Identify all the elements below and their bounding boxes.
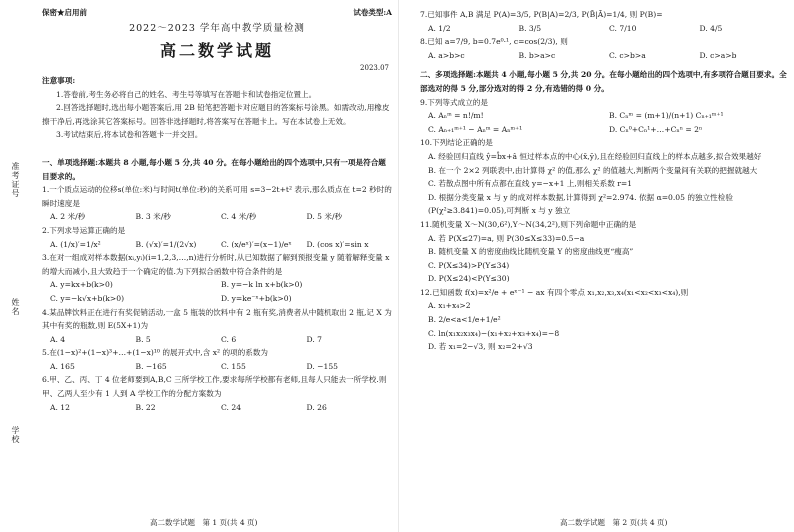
question-7 — [420, 8, 790, 35]
left-footer: 高二数学试题 第 1 页(共 4 页) — [150, 518, 258, 527]
option-a: A. 若 P(X≤27)=a, 则 P(30≤X≤33)=0.5−a — [428, 233, 585, 243]
question-10 — [420, 136, 790, 218]
option-c: C. Aₙ₊₁ᵐ⁺¹ − Aₙᵐ = Aₙᵐ⁺¹ — [428, 124, 523, 134]
option-d: D. c>a>b — [699, 50, 737, 60]
option-c: C. ln(x₁x₂x₃x₄)−(x₁+x₂+x₃+x₄)=−8 — [428, 328, 560, 338]
option-d: D. 若 x₁=2−√3, 则 x₂=2+√3 — [428, 342, 533, 352]
right-footer: 高二数学试题 第 2 页(共 4 页) — [560, 518, 668, 527]
option-a: A. 1/2 — [428, 23, 451, 33]
options — [42, 360, 392, 374]
option-a: A. (1/x)′=1/x² — [50, 239, 101, 249]
question-11 — [420, 218, 790, 286]
option-c: C. c>b>a — [609, 50, 646, 60]
option-c: C. (x/eˣ)′=(x−1)/eˣ — [221, 239, 292, 249]
option-b: B. 在一个 2×2 列联表中,由计算得 χ² 的值,那么 χ² 的值越大,判断两个变量间有关联的把握就越大 — [428, 165, 758, 175]
option-d: D. 5 米/秒 — [306, 212, 343, 222]
note-item: 1.答卷前,考生务必将自己的姓名、考生号等填写在答题卡和试卷指定位置上。 — [56, 89, 317, 99]
option-b: B. b>a>c — [518, 50, 556, 60]
option-b: B. 2/e<a<1/e+1/e² — [428, 315, 501, 325]
option-c: C. 155 — [221, 361, 246, 371]
secret-label: 保密★启用前 — [42, 8, 87, 17]
section-1-heading: 一、单项选择题:本题共 8 小题,每小题 5 分,共 40 分。在每小题给出的四个选项中,只有一项是符合题目要求的。 — [42, 157, 386, 181]
exam-name: 2022～2023 学年高中教学质量检测 — [129, 23, 305, 34]
question-stem: 5.在(1−x)²+(1−x)³+…+(1−x)¹⁰ 的展开式中,含 x² 的项的系数为 — [42, 348, 269, 358]
option-d: D. P(X≤24)<P(Y≤30) — [428, 274, 510, 284]
question-8 — [420, 35, 790, 62]
option-d: D. −155 — [306, 361, 339, 371]
options — [420, 109, 790, 136]
question-3 — [42, 251, 392, 305]
question-12 — [420, 286, 790, 354]
option-c: C. 4 米/秒 — [221, 212, 257, 222]
left-content — [42, 0, 392, 414]
options — [42, 278, 392, 305]
question-6 — [42, 373, 392, 414]
option-b: B. 22 — [135, 402, 156, 412]
option-c: C. 24 — [221, 402, 242, 412]
note-item: 3.考试结束后,将本试卷和答题卡一并交回。 — [56, 130, 203, 140]
page-title: 高二数学试题 — [159, 41, 274, 60]
question-stem: 9.下列等式成立的是 — [420, 97, 488, 107]
option-a: A. 165 — [50, 361, 75, 371]
binding-margin — [0, 0, 34, 532]
name-label: 姓名 — [11, 298, 20, 316]
question-stem: 3.在对一组成对样本数据(xᵢ,yᵢ)(i=1,2,3,…,n)进行分析时,从已知数据了解到预报变量 y 随着解释变量 x 的增大而减小,且大致趋于一个确定的值.为下列拟合函数中符合条件的是 — [42, 253, 390, 276]
school-label: 学校 — [11, 426, 20, 444]
option-d: D. (cos x)′=sin x — [306, 239, 369, 249]
option-a: A. 2 米/秒 — [50, 212, 86, 222]
note-item: 2.回答选择题时,选出每小题答案后,用 2B 铅笔把答题卡对应题目的答案标号涂黑。如需改动,用橡皮擦干净后,再选涂其它答案标号。回答非选择题时,将答案写在答题卡上。写在本试卷上无效。 — [42, 103, 390, 126]
option-b: B. 3 米/秒 — [135, 212, 171, 222]
option-a: A. a>b>c — [428, 50, 465, 60]
question-stem: 1.一个质点运动的位移s(单位:米)与时间t(单位:秒)的关系可用 s=3−2t+t² 表示,那么质点在 t=2 秒时的瞬时速度是 — [42, 185, 392, 208]
question-stem: 2.下列求导运算正确的是 — [42, 225, 126, 235]
question-stem: 8.已知 a=7/9, b=0.7e⁰·¹, c=cos(2/3), 则 — [420, 37, 568, 47]
question-2 — [42, 224, 392, 251]
option-b: B. 5 — [135, 334, 151, 344]
option-a: A. 4 — [50, 334, 66, 344]
options — [42, 401, 392, 415]
question-stem: 4.某品牌饮料正在进行有奖促销活动,一盒 5 瓶装的饮料中有 2 瓶有奖,消费者从中随机取出 2 瓶,记 X 为其中有奖的瓶数,则 E(5X+1)为 — [42, 307, 392, 331]
question-5 — [42, 346, 392, 373]
section-2-heading: 二、多项选择题:本题共 4 小题,每小题 5 分,共 20 分。在每小题给出的四个选项中,有多项符合题目要求。全部选对的得 5 分,部分选对的得 2 分,有选错的得 0 分。 — [420, 70, 787, 93]
option-a: A. Aₙᵐ = n!/m! — [428, 111, 484, 121]
option-d: D. 4/5 — [699, 23, 723, 33]
question-stem: 12.已知函数 f(x)=x²/e + eˣ⁻¹ − ax 有四个零点 x₁,x₂,x₃,x₄(x₁<x₂<x₃<x₄),则 — [420, 287, 689, 297]
option-b: B. Cₙᵐ = (m+1)/(n+1) Cₙ₊₁ᵐ⁺¹ — [609, 111, 724, 121]
options — [42, 333, 392, 347]
option-a: A. x₁+x₄>2 — [428, 301, 471, 311]
option-a: A. y=kx+b(k>0) — [50, 280, 113, 290]
option-a: A. 经验回归直线 ŷ=b̂x+â 恒过样本点的中心(x̄,ȳ),且在经验回归直线上的样本点越多,拟合效果越好 — [428, 151, 762, 161]
option-b: B. 随机变量 X 的密度曲线比随机变量 Y 的密度曲线更“瘦高” — [428, 247, 634, 257]
option-c: C. P(X≤34)>P(Y≤34) — [428, 260, 510, 270]
right-content — [420, 0, 790, 354]
question-1 — [42, 183, 392, 224]
option-d: D. Cₙ⁰+Cₙ¹+…+Cₙⁿ = 2ⁿ — [609, 124, 703, 134]
header — [42, 0, 392, 18]
option-a: A. 12 — [50, 402, 70, 412]
option-d: D. 26 — [306, 402, 327, 412]
option-d: D. 根据分类变量 x 与 y 的成对样本数据,计算得到 χ²=2.974. 依据 α=0.05 的独立性检验(P(χ²≥3.841)=0.05),可判断 x 与 y 独立 — [428, 192, 733, 216]
question-stem: 7.已知事件 A,B 满足 P(A)=3/5, P(B|A)=2/3, P(B̄|Ā)=1/4, 则 P(B)= — [420, 10, 663, 19]
question-stem: 10.下列结论正确的是 — [420, 138, 493, 148]
notes-title: 注意事项: — [42, 76, 76, 85]
options — [420, 49, 790, 63]
ticket-number-label: 准考证号 — [11, 162, 20, 198]
option-b: B. y=−k ln x+b(k>0) — [221, 280, 303, 290]
options — [420, 22, 790, 36]
page-divider — [398, 0, 399, 532]
question-stem: 11.随机变量 X～N(30,6²),Y～N(34,2²),则下列命题中正确的是 — [420, 219, 637, 229]
option-b: B. 3/5 — [518, 23, 542, 33]
option-d: D. 7 — [306, 334, 322, 344]
options — [42, 238, 392, 252]
question-4 — [42, 306, 392, 347]
option-b: B. (√x)′=1/(2√x) — [135, 239, 197, 249]
options — [42, 210, 392, 224]
exam-date: 2023.07 — [360, 64, 389, 72]
option-c: C. 若散点图中所有点都在直线 y=−x+1 上,则相关系数 r=1 — [428, 179, 633, 189]
paper-type: 试卷类型:A — [353, 8, 392, 17]
option-b: B. −165 — [135, 361, 167, 371]
question-9 — [420, 96, 790, 137]
option-c: C. 7/10 — [609, 23, 637, 33]
option-c: C. 6 — [221, 334, 237, 344]
right-page — [400, 0, 794, 532]
option-d: D. y=ke⁻ˣ+b(k>0) — [221, 293, 292, 303]
option-c: C. y=−k√x+b(k>0) — [50, 293, 125, 303]
question-stem: 6.甲、乙、丙、丁 4 位老师要到A,B,C 三所学校工作,要求每所学校都有老师,且每人只能去一所学校.则甲、乙两人至少有 1 人到 A 学校工作的分配方案数为 — [42, 375, 387, 399]
